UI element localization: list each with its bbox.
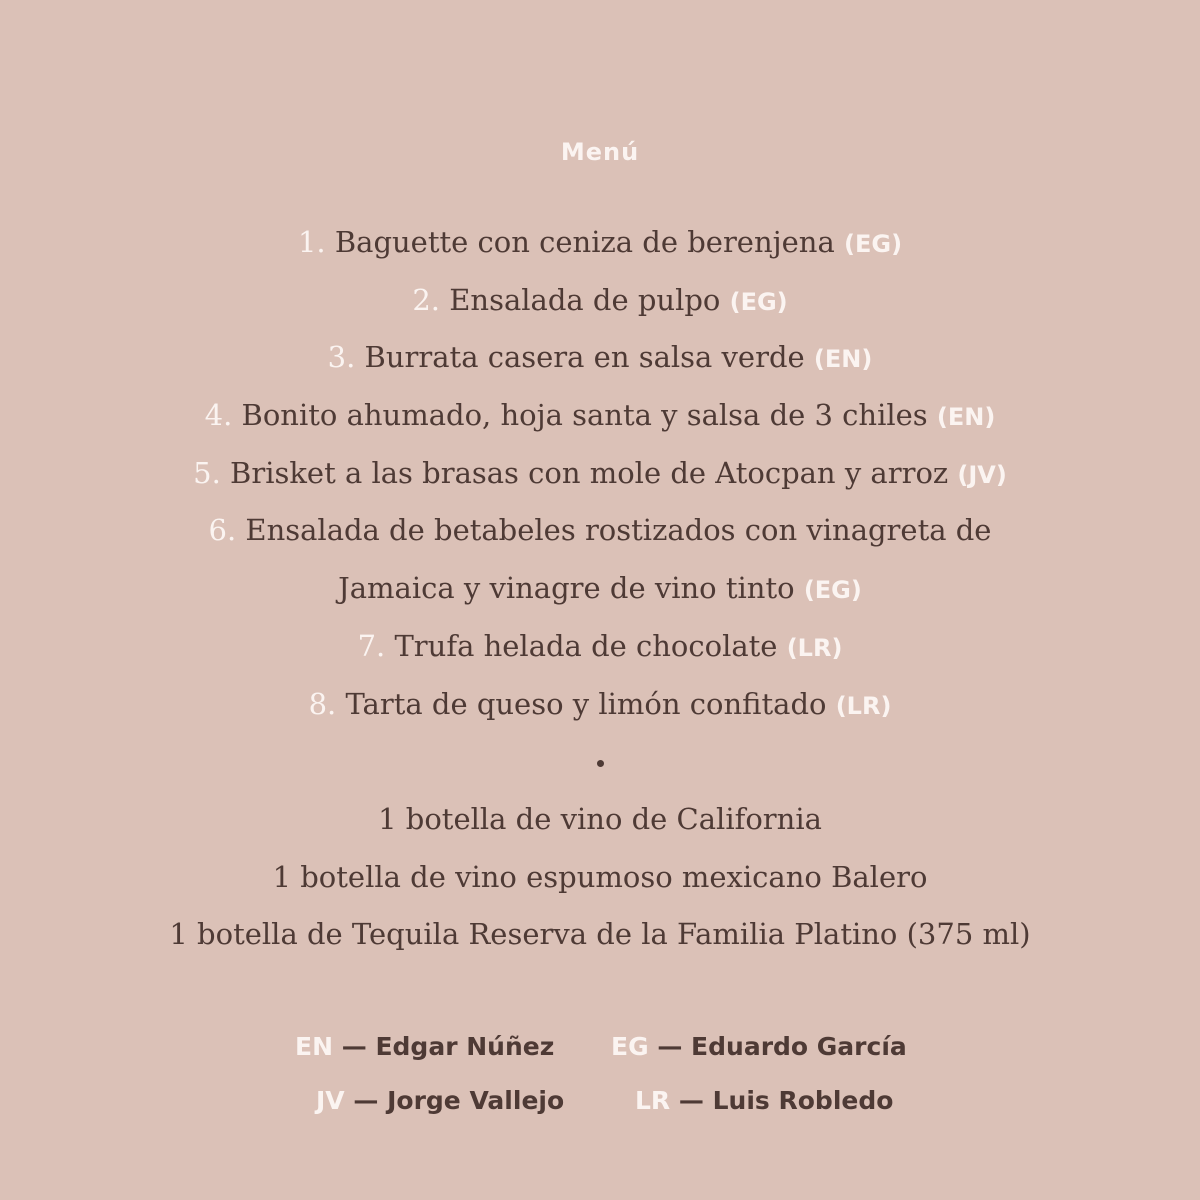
dish-3 — [0, 329, 1200, 387]
dish-7 — [0, 618, 1200, 676]
dish-name-continued: Jamaica y vinagre de vino tinto — [338, 571, 795, 606]
dish-6-continued — [0, 560, 1200, 618]
legend-dash: — — [353, 1086, 379, 1115]
dish-chef-code: (EN) — [813, 345, 873, 374]
legend-abbr: EN — [295, 1032, 334, 1061]
dish-name: Trufa helada de chocolate — [394, 628, 778, 663]
dish-number: 4. — [204, 398, 233, 433]
legend-chef-name: Eduardo García — [691, 1032, 907, 1061]
dish-name: Bonito ahumado, hoja santa y salsa de 3 chiles — [241, 398, 928, 433]
dish-number: 1. — [297, 225, 326, 259]
bullet-separator-icon — [597, 760, 604, 767]
dish-chef-code: (JV) — [957, 460, 1007, 489]
legend-row — [0, 1024, 1200, 1078]
dish-chef-code: (EN) — [936, 403, 996, 432]
dish-name: Burrata casera en salsa verde — [364, 340, 805, 375]
dish-6 — [0, 502, 1200, 560]
chef-legend — [0, 1024, 1200, 1132]
dish-chef-code: (EG) — [729, 287, 788, 316]
dish-number: 7. — [357, 628, 386, 663]
legend-entry-jv — [316, 1078, 564, 1124]
dish-number: 8. — [308, 686, 337, 721]
legend-dash: — — [341, 1032, 367, 1061]
legend-abbr: LR — [635, 1086, 671, 1115]
legend-entry-lr — [635, 1078, 893, 1124]
menu-title: Menú — [560, 138, 640, 166]
dish-number: 6. — [208, 513, 237, 548]
menu-list — [0, 214, 1200, 964]
drink-3: 1 botella de Tequila Reserva de la Familia Platino (375 ml) — [169, 917, 1031, 952]
dish-chef-code: (LR) — [786, 633, 843, 662]
legend-entry-en — [295, 1024, 554, 1070]
dish-2 — [0, 272, 1200, 330]
dish-chef-code: (LR) — [835, 691, 892, 720]
legend-entry-eg — [611, 1024, 907, 1070]
dish-4 — [0, 387, 1200, 445]
legend-dash: — — [678, 1086, 704, 1115]
legend-dash: — — [657, 1032, 683, 1061]
dish-5 — [0, 445, 1200, 503]
dish-number: 2. — [412, 282, 441, 317]
legend-abbr: JV — [316, 1086, 345, 1115]
dish-name: Ensalada de betabeles rostizados con vinagreta de — [245, 513, 992, 548]
dish-8 — [0, 676, 1200, 734]
dish-number: 5. — [193, 455, 221, 490]
dish-name: Baguette con ceniza de berenjena — [334, 225, 835, 259]
legend-chef-name: Luis Robledo — [712, 1086, 894, 1115]
dish-chef-code: (EG) — [803, 576, 862, 605]
separator — [0, 733, 1200, 791]
legend-abbr: EG — [611, 1032, 649, 1061]
drink-2: 1 botella de vino espumoso mexicano Balero — [272, 859, 928, 894]
dish-name: Brisket a las brasas con mole de Atocpan y arroz — [230, 455, 949, 490]
legend-chef-name: Edgar Núñez — [375, 1032, 555, 1061]
dish-number: 3. — [327, 340, 356, 375]
dish-1 — [0, 214, 1200, 272]
dish-name: Ensalada de pulpo — [449, 282, 721, 317]
drink-1: 1 botella de vino de California — [378, 801, 822, 836]
legend-row — [0, 1078, 1200, 1132]
dish-chef-code: (EG) — [844, 230, 903, 258]
legend-chef-name: Jorge Vallejo — [387, 1086, 565, 1115]
dish-name: Tarta de queso y limón confitado — [345, 686, 827, 721]
